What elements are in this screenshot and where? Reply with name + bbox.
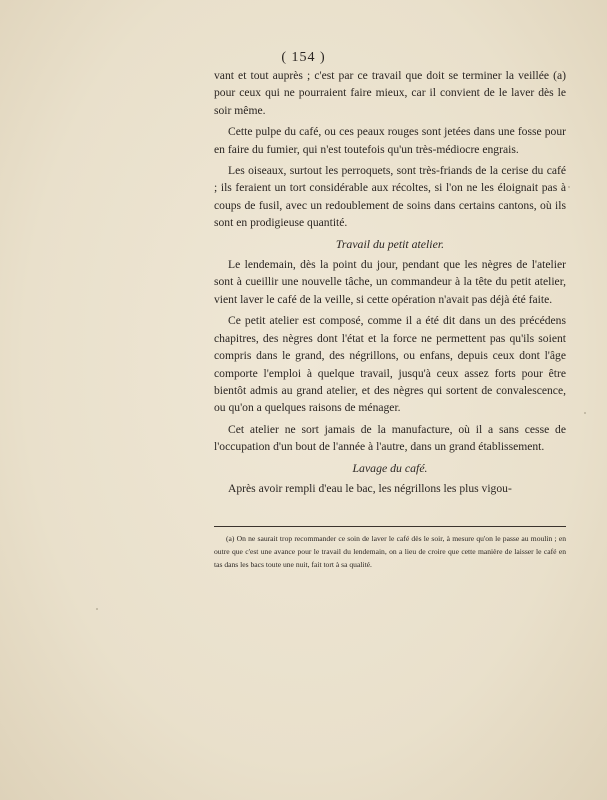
paragraph-composition: Ce petit atelier est composé, comme il a été dit dans un des précédens chapitres, des nègres dont l'état et la force ne permettent pas qu'ils soient compris dans le grand, des négrillons, ou enfans, depuis ceux dont l'âge comporte l'emploi à quelque travail, jusqu'à ceux assez forts pour être bientôt admis au grand atelier, et des nègres qui sortent de convalescence, ou qu'on a quelques raisons de ménager. bbox=[214, 314, 566, 415]
main-text-column bbox=[214, 67, 566, 501]
section-heading-lavage: Lavage du café. bbox=[352, 460, 428, 475]
footnote-text: (a) On ne saurait trop recommander ce soin de laver le café dès le soir, à mesure qu'on le passe au moulin ; en outre que c'est une avance pour le travail du lendemain, on a lieu de croire que cette manière de laisser le café en tas dans les bacs toute une nuit, fait tort à sa qualité. bbox=[214, 534, 566, 570]
paragraph-apres: Après avoir rempli d'eau le bac, les négrillons les plus vigou- bbox=[228, 481, 512, 495]
paper-speck bbox=[96, 608, 98, 610]
section-heading-petit-atelier: Travail du petit atelier. bbox=[335, 236, 445, 251]
paper-speck bbox=[568, 186, 570, 188]
paper-speck bbox=[584, 412, 586, 414]
paragraph-pulpe: Cette pulpe du café, ou ces peaux rouges sont jetées dans une fosse pour en faire du fumier, qui n'est toutefois qu'un très-médiocre engrais. bbox=[214, 125, 566, 156]
footnote-divider bbox=[214, 526, 566, 527]
page-number: ( 154 ) bbox=[281, 50, 326, 65]
paragraph-continued: vant et tout auprès ; c'est par ce travail que doit se terminer la veillée (a) pour ceux qui ne pourraient faire mieux, car il convient de le laver dès le soir même. bbox=[214, 69, 566, 117]
paragraph-manufacture: Cet atelier ne sort jamais de la manufacture, où il a sans cesse de l'occupation d'un bout de l'année à l'autre, dans un grand établissement. bbox=[214, 422, 566, 454]
paragraph-oiseaux: Les oiseaux, surtout les perroquets, sont très-friands de la cerise du café ; ils feraient un tort considérable aux récoltes, si l'on ne les éloignait pas à coups de fusil, avec un redoublement de soins dans certains cantons, où ils sont en prodigieuse quantité. bbox=[214, 164, 566, 230]
footnote bbox=[214, 532, 566, 572]
paragraph-lendemain: Le lendemain, dès la point du jour, pendant que les nègres de l'atelier sont à cueillir une nouvelle tâche, un commandeur à la tête du petit atelier, vient laver le café de la veille, si cette opération n'avait pas déjà été faite. bbox=[214, 258, 566, 306]
